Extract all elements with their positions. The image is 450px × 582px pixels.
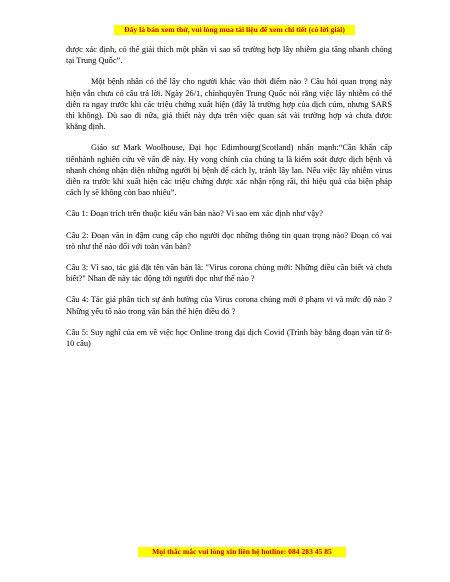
question-3: Câu 3: Vì sao, tác giả đặt tên văn bản là: "Virus corona chủng mới: Những điều cần biết và chưa biết?" Nhan đề này tác động tới người đọc như thế nào ? [66,263,392,284]
passage-paragraph-2: Một bệnh nhân có thể lây cho người khác vào thời điểm nào ? Câu hỏi quan trọng này hiện vẫn chưa có câu trả lời. Ngày 26/1, chínhquyền Trung Quốc nói rằng việc lây nhiễm có thể diễn ra ngay trước khi các triệu chứng xuất hiện (đây là trường hợp của dịch cúm, nhưng SARS thì không). Dù sao đi nữa, giả thiết này dựa trên việc quan sát vài trường hợp và chưa được khẳng định. [66,77,392,132]
preview-notice-banner: Đây là bản xem thử, vui lòng mua tài liệu để xem chi tiết (có lời giải) [114,25,355,35]
question-5: Câu 5: Suy nghĩ của em về việc học Online trong đại dịch Covid (Trình bày bằng đoạn văn từ 8-10 câu) [66,327,392,349]
document-body [66,44,392,359]
question-2: Câu 2: Đoạn văn in đậm cung cấp cho người đọc những thông tin quan trọng nào? Đoạn có vai trò như thế nào đối với toàn văn bản? [66,230,392,251]
passage-paragraph-3: Giáo sư Mark Woolhouse, Đại học Edimbourg(Scotland) nhấn mạnh:“Cần khẩn cấp tiếnhành nghiên cứu về vấn đề này. Hy vọng chính của chúng ta là kiểm soát được dịch bệnh và nhanh chóng nhận diện những người bị bệnh để cách ly, tránh lây lan. Nếu việc lây nhiễm virus diễn ra trước khi xuất hiện các triệu chứng được xác nhận rộng rãi, thì hiệu quả của biện pháp cách ly sẽ không còn bao nhiêu”. [66,143,392,198]
passage-continuation: được xác định, có thể giải thích một phần vì sao số trường hợp lây nhiễm gia tăng nhanh chóng tại Trung Quốc”. [66,45,392,66]
hotline-footer-banner: Mọi thắc mắc vui lòng xin liên hệ hotline: 084 283 45 85 [138,547,346,557]
question-4: Câu 4: Tác giả phân tích sự ảnh hưởng của Virus corona chủng mới ở phạm vi và mức độ nào ? Những yếu tố nào trong văn bản thể hiện điều đó ? [66,295,392,316]
question-1: Câu 1: Đoạn trích trên thuộc kiểu văn bản nào? Vì sao em xác định như vậy? [66,209,323,219]
